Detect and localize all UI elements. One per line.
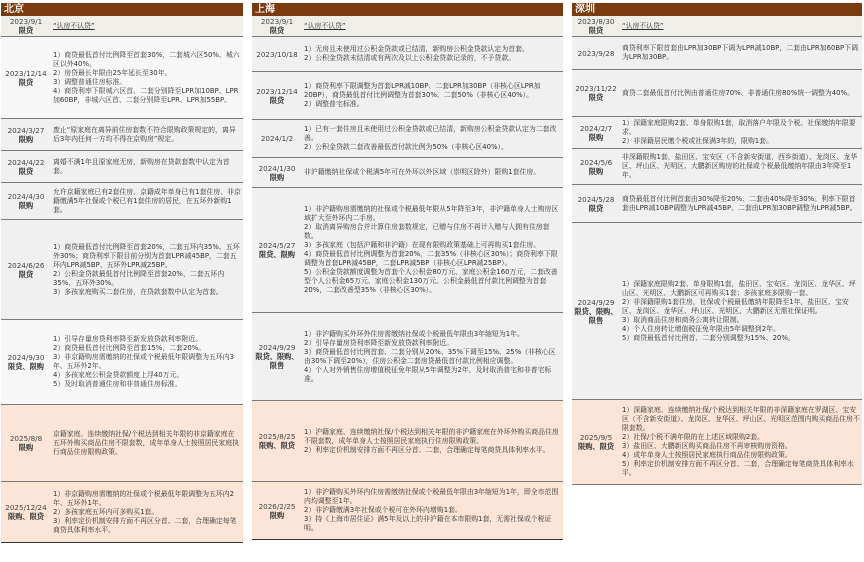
policy-text bbox=[51, 157, 243, 177]
policy-date: 2025/9/5 bbox=[579, 433, 613, 442]
policy-date: 2024/6/26 bbox=[7, 260, 45, 270]
date-cell bbox=[572, 433, 620, 451]
policy-type: 限贷 bbox=[18, 26, 34, 35]
policy-row bbox=[1, 119, 243, 151]
policy-date: 2023/11/22 bbox=[575, 84, 617, 93]
policy-line: 1）已有一套住房且未使用过公积金贷款或已结清，新购房公积金贷款认定为二套改善。 bbox=[304, 125, 557, 142]
policy-date: 2024/2/7 bbox=[579, 123, 613, 133]
policy-line: 2）非深籍限购1套住房，社保或个税最低缴纳年限降至1年，盐田区、宝安区、龙岗区、龙华区、坪山区、光明区、大鹏新区无需社保证明。 bbox=[622, 297, 849, 315]
policy-line: 3）盐田区、大鹏新区购买商品住房不再审核购房资格。 bbox=[622, 442, 792, 450]
policy-date: 2024/5/6 bbox=[579, 157, 613, 167]
city-header-shenzhen: 深圳 bbox=[572, 3, 862, 16]
policy-line: 1）非沪籍购房需缴纳的社保或个税最低年限从5年降至3年，非沪籍单身人士购房区域扩大至外环内二手房。 bbox=[304, 205, 559, 222]
date-cell bbox=[572, 84, 620, 102]
policy-line: 3）多孩家庭购买二套住房，在贷款套数中认定为首套。 bbox=[53, 287, 223, 296]
policy-line: 1）商贷最低首付比例降至首套20%，二套五环内35%、五环外30%；商贷利率下限目前分别为首套LPR减45BP，二套五环内LPR减5BP、五环外LPR减25BP。 bbox=[53, 242, 240, 269]
policy-line: 1）商贷最低首付比例降至首套30%，二套城六区50%、城六区以外40%。 bbox=[53, 50, 240, 68]
policy-text bbox=[51, 429, 243, 458]
date-cell bbox=[252, 343, 302, 370]
policy-row bbox=[572, 185, 862, 223]
policy-text bbox=[51, 187, 243, 216]
policy-date: 2024/1/2 bbox=[260, 134, 294, 143]
policy-date: 2023/9/1 bbox=[9, 17, 43, 26]
policy-line: 商贷二套最低首付比例由普通住房70%、非普通住房80%统一调整为40%。 bbox=[622, 88, 854, 97]
policy-date: 2024/4/30 bbox=[7, 192, 45, 201]
policy-line: 4）成年单身人士按照居民家庭执行商品住房限购政策。 bbox=[622, 451, 792, 459]
policy-text bbox=[302, 204, 563, 296]
policy-line: 废止“原家庭在离异前住房套数不符合限购政策规定的，离异后3年内任何一方均不得在京购房”规定。 bbox=[53, 125, 236, 143]
policy-date: 2023/12/14 bbox=[5, 68, 47, 78]
policy-line: 2）多孩家庭五环内可多购买1套。 bbox=[53, 507, 159, 516]
date-cell bbox=[1, 434, 51, 452]
policy-line: 5）公积金贷款额度调整为首套个人公积金80万元、家庭公积金160万元，二套改善型个人公积金65万元、家庭公积金130万元。公积金最低首付款比例调整为首套20%，二套改善型35%（非核心区30%）。 bbox=[304, 268, 558, 294]
date-cell bbox=[252, 50, 302, 59]
date-cell bbox=[1, 69, 51, 87]
policy-line: 商贷最低首付比例首套由30%降至20%、二套由40%降至30%。利率下限首套由LPR减10BP调整为LPR减45BP、二套由LPR加30BP调整为LPR减5BP。 bbox=[622, 194, 857, 212]
policy-text bbox=[620, 43, 862, 63]
policy-row bbox=[1, 183, 243, 220]
policy-line: 允许京籍家庭已有2套住房、京籍成年单身已有1套住房、非京籍缴满5年社保或个税已有1套住房的居民，在五环外新购1套。 bbox=[53, 187, 241, 214]
policy-line: 1）非沪籍购买外环外住房需缴纳社保或个税最低年限由3年缩短为1年。 bbox=[304, 329, 524, 338]
policy-type: 限购、限贷 bbox=[578, 442, 614, 451]
policy-row bbox=[1, 220, 243, 320]
policy-line: 2）商贷最低首付比例降至首套15%，二套20%。 bbox=[53, 344, 206, 352]
policy-line: 5）利率定价机制安排方面不再区分首、二套，合理确定每笔商贷具体利率水平。 bbox=[622, 460, 854, 477]
policy-date: 2024/1/30 bbox=[258, 163, 296, 173]
policy-row bbox=[572, 223, 862, 400]
policy-type: 限贷 bbox=[269, 26, 285, 35]
policy-row bbox=[252, 188, 563, 313]
policy-type: 限购 bbox=[18, 201, 34, 210]
policy-row bbox=[252, 158, 563, 188]
policy-type: 限贷 bbox=[588, 26, 604, 35]
policy-text bbox=[51, 50, 243, 106]
policy-date: 2024/5/28 bbox=[577, 194, 615, 204]
policy-row bbox=[1, 405, 243, 482]
date-cell bbox=[572, 124, 620, 142]
policy-line: 1）沪籍家庭、连续缴纳社保/个税达到相关年限的非沪籍家庭在外环外购买商品住房不限套数，成年单身人士按照居民家庭执行住房限购政策。 bbox=[304, 427, 559, 445]
policy-date: 2024/5/27 bbox=[258, 241, 296, 250]
policy-line: 1）商贷利率下限调整为首套LPR减10BP、二套LPR加30BP（非核心区LPR加20BP），商贷最低首付比例调整为首套30%、二套50%（非核心区40%）。 bbox=[304, 82, 541, 99]
policy-line: 商贷利率下限首套由LPR加30BP下调为LPR减10BP，二套由LPR加60BP下调为LPR加30BP。 bbox=[622, 44, 858, 61]
policy-text bbox=[302, 329, 563, 385]
policy-row bbox=[252, 16, 563, 37]
policy-line: 3）非京籍购房需缴纳的社保或个税最低年限调整为五环内3年、五环外2年。 bbox=[53, 353, 235, 370]
policy-date: 2024/4/22 bbox=[7, 157, 45, 167]
policy-line: 3）商贷最低首付比例首套、二套分别从20%、35%下调至15%、25%（非核心区由30%下调至20%），住房公积金二套房贷最低首付款比例相应调整。 bbox=[304, 347, 556, 365]
policy-line: 2）房贷最长年限由25年延长至30年。 bbox=[53, 68, 172, 77]
date-cell bbox=[1, 353, 51, 371]
city-header-shanghai: 上海 bbox=[252, 3, 563, 16]
policy-date: 2024/9/29 bbox=[258, 343, 296, 352]
policy-text bbox=[302, 427, 563, 456]
policy-row bbox=[572, 16, 862, 37]
date-cell bbox=[572, 49, 620, 58]
policy-date: 2023/12/14 bbox=[256, 86, 298, 96]
policy-line: 2）利率定价机制安排方面不再区分首、二套，合理确定每笔商贷具体利率水平。 bbox=[304, 445, 550, 454]
policy-row bbox=[252, 482, 563, 540]
policy-line: 2）公积金贷款二套改善最低首付款比例为50%（非核心区40%）。 bbox=[304, 143, 508, 151]
policy-text bbox=[620, 88, 862, 99]
policy-row bbox=[252, 313, 563, 401]
policy-text bbox=[620, 194, 862, 214]
policy-type: 限贷 bbox=[588, 203, 604, 213]
policy-type: 限购 bbox=[269, 172, 285, 182]
beijing-column bbox=[1, 3, 243, 543]
policy-type: 限购 bbox=[588, 166, 604, 176]
policy-line: 4）个人住房转让增值税征免年限由5年调整到2年。 bbox=[622, 324, 780, 333]
policy-line: 1）无房且未使用过公积金贷款或已结清，新购房公积金贷款认定为首套。 bbox=[304, 45, 529, 53]
policy-text bbox=[51, 334, 243, 390]
policy-text bbox=[620, 152, 862, 181]
policy-line: 1）非沪籍购买外环内住房需缴纳社保或个税最低年限由3年缩短为1年，即全市范围内均调整至1年。 bbox=[304, 488, 559, 505]
policy-date: 2023/8/30 bbox=[577, 17, 615, 26]
policy-date: 2024/9/30 bbox=[7, 353, 45, 362]
date-cell bbox=[252, 17, 302, 35]
policy-type: 限贷、限购、限售 bbox=[255, 352, 299, 370]
policy-line: 2）非沪籍缴满3年社保或个税可在外环内增购1套。 bbox=[304, 506, 462, 514]
policy-line: 2）取消离异购房合并计算住房套数规定，已赠与住房不再计入赠与人拥有住房套数。 bbox=[304, 223, 550, 240]
policy-line: 3）取消商品住房和商务公寓转让限制。 bbox=[622, 315, 744, 324]
date-cell bbox=[572, 298, 620, 325]
policy-line: 1）深籍家庭限购2套、单身限购1套，盐田区、宝安区、龙岗区、龙华区、坪山区、光明区、大鹏新区可再购买1套；多孩家庭多限购一套。 bbox=[622, 279, 856, 297]
policy-line: 非深籍限购1套，盐田区、宝安区（不含新安街道、西乡街道）、龙岗区、龙华区、坪山区、光明区、大鹏新区购房的社保或个税最低缴纳年限由3年降至1年。 bbox=[622, 153, 858, 179]
date-cell bbox=[572, 195, 620, 213]
policy-line: 1）深籍家庭限购2套、单身限购1套，取消落户年限及个税、社保缴纳年限要求。 bbox=[622, 119, 856, 136]
policy-row bbox=[1, 151, 243, 183]
policy-line: 4）个人对外销售住房增值税征免年限从5年调整为2年，及时取消普宅和非普宅标准。 bbox=[304, 365, 552, 383]
policy-text bbox=[302, 487, 563, 534]
policy-row bbox=[1, 37, 243, 119]
policy-text bbox=[51, 21, 243, 32]
policy-row bbox=[1, 16, 243, 37]
policy-line: 离婚不满1年且原家庭无房，新购房在贷款套数中认定为首套。 bbox=[53, 157, 230, 175]
policy-line: 4）多孩家庭公积金贷款额度上浮40万元。 bbox=[53, 371, 184, 379]
date-cell bbox=[1, 192, 51, 210]
policy-type: 限购 bbox=[18, 443, 34, 452]
policy-type: 限贷 bbox=[18, 166, 34, 176]
shanghai-column bbox=[252, 3, 563, 540]
city-header-beijing: 北京 bbox=[1, 3, 243, 16]
policy-line: 2）公积金贷款最低首付比例降至首套20%，二套五环内35%、五环外30%。 bbox=[53, 269, 225, 287]
policy-text bbox=[51, 242, 243, 298]
policy-text bbox=[302, 167, 563, 178]
date-cell bbox=[572, 17, 620, 35]
date-cell bbox=[1, 158, 51, 176]
date-cell bbox=[572, 158, 620, 176]
policy-row bbox=[572, 70, 862, 117]
policy-type: 限购 bbox=[18, 134, 34, 144]
policy-line: 5）商贷最低首付比例首、二套分别调整为15%、20%。 bbox=[622, 333, 795, 342]
policy-date: 2025/8/8 bbox=[9, 434, 43, 443]
policy-type: 限贷、限购 bbox=[259, 250, 295, 259]
policy-date: 2025/12/24 bbox=[5, 503, 47, 512]
policy-text bbox=[51, 125, 243, 145]
policy-row bbox=[572, 37, 862, 70]
date-cell bbox=[1, 503, 51, 521]
policy-line: 1）引导存量房贷利率降至新发放贷款利率附近。 bbox=[53, 335, 203, 343]
policy-type: 限购、限贷 bbox=[259, 441, 295, 450]
policy-line: 5）及时取消普通住房和非普通住房标准。 bbox=[53, 380, 182, 388]
policy-date: 2025/8/25 bbox=[258, 432, 296, 441]
policy-type: 限贷 bbox=[18, 77, 34, 87]
policy-text bbox=[302, 81, 563, 110]
policy-text bbox=[620, 21, 862, 32]
date-cell bbox=[1, 126, 51, 144]
date-cell bbox=[1, 17, 51, 35]
policy-line: “认房不认贷” bbox=[622, 21, 664, 30]
date-cell bbox=[252, 164, 302, 182]
policy-date: 2023/9/1 bbox=[260, 17, 294, 26]
date-cell bbox=[252, 432, 302, 450]
policy-line: 2）引导存量房贷利率降至新发放贷款利率附近。 bbox=[304, 338, 454, 347]
policy-row bbox=[1, 482, 243, 543]
policy-type: 限贷 bbox=[269, 95, 285, 105]
policy-text bbox=[620, 279, 862, 344]
date-cell bbox=[252, 241, 302, 259]
date-cell bbox=[252, 134, 302, 143]
policy-text bbox=[620, 405, 862, 479]
policy-text bbox=[620, 118, 862, 147]
policy-line: 4）商贷最低首付比例调整为首套20%，二套35%（非核心区30%）；商贷利率下限调整为首套LPR减45BP，二套LPR减5BP（非核心区LPR减25BP）。 bbox=[304, 250, 558, 267]
date-cell bbox=[1, 261, 51, 279]
date-cell bbox=[252, 87, 302, 105]
policy-type: 限购 bbox=[588, 132, 604, 142]
policy-line: 京籍家庭、连续缴纳社保/个税达到相关年限的非京籍家庭在五环外购买商品住房不限套数，成年单身人士按照居民家庭执行商品住房限购政策。 bbox=[53, 429, 240, 456]
policy-line: 2）公积金贷款未结清或有两次及以上公积金贷款记录的，不予贷款。 bbox=[304, 54, 516, 62]
policy-line: 1）非京籍购房需缴纳的社保或个税最低年限调整为五环内2年、五环外1年。 bbox=[53, 489, 235, 507]
policy-line: 4）商贷利率下限城六区首、二套分别降至LPR加10BP、LPR加60BP，非城六区首、二套分别降至LPR、LPR加55BP。 bbox=[53, 86, 239, 104]
policy-text bbox=[302, 124, 563, 153]
policy-line: “认房不认贷” bbox=[53, 21, 95, 30]
policy-line: “认房不认贷” bbox=[304, 21, 346, 30]
policy-type: 限贷 bbox=[588, 93, 604, 102]
policy-type: 限购、限贷 bbox=[8, 512, 44, 521]
policy-type: 限贷 bbox=[18, 269, 34, 279]
policy-text bbox=[302, 21, 563, 32]
shenzhen-column bbox=[572, 3, 862, 485]
policy-row bbox=[572, 149, 862, 185]
policy-row bbox=[252, 37, 563, 72]
policy-line: 3）利率定价机制安排方面不再区分首、二套，合理确定每笔商贷具体利率水平。 bbox=[53, 516, 237, 534]
policy-line: 1）深籍家庭、连续缴纳社保/个税达到相关年限的非深籍家庭在罗湖区、宝安区（不含新安街道）、龙岗区、龙华区、坪山区、光明区范围内购买商品住房不限套数。 bbox=[622, 406, 860, 432]
policy-line: 2）非深籍居民缴个税或社保满3年的，限购1套。 bbox=[622, 137, 773, 145]
policy-row bbox=[252, 120, 563, 158]
policy-date: 2024/9/29 bbox=[577, 297, 615, 307]
policy-type: 限贷、限购 bbox=[8, 362, 44, 371]
policy-type: 限贷、限购、限售 bbox=[574, 306, 618, 325]
policy-text bbox=[51, 489, 243, 536]
policy-date: 2023/10/18 bbox=[256, 49, 298, 59]
policy-line: 3）调整普通住房标准。 bbox=[53, 77, 127, 86]
policy-row bbox=[1, 320, 243, 405]
date-cell bbox=[252, 502, 302, 520]
policy-line: 非沪籍缴纳社保或个税满5年可在外环以外区域（崇明区除外）限购1套住房。 bbox=[304, 168, 541, 176]
policy-date: 2026/2/25 bbox=[258, 501, 296, 511]
policy-text bbox=[302, 44, 563, 64]
policy-type: 限购 bbox=[269, 510, 285, 520]
policy-line: 2）调整普宅标准。 bbox=[304, 100, 364, 108]
policy-row bbox=[572, 117, 862, 149]
policy-row bbox=[572, 400, 862, 485]
policy-line: 2）社保/个税不满年限的在上述区域限购2套。 bbox=[622, 433, 765, 441]
policy-date: 2024/3/27 bbox=[7, 125, 45, 135]
policy-row bbox=[252, 401, 563, 482]
policy-date: 2023/9/28 bbox=[577, 48, 615, 58]
policy-line: 3）持《上海市居住证》满5年及以上的非沪籍在本市限购1套，无需社保或个税证明。 bbox=[304, 515, 552, 532]
policy-line: 3）多孩家庭（包括沪籍和非沪籍）在现有限购政策基础上可再购买1套住房。 bbox=[304, 241, 541, 249]
policy-row bbox=[252, 72, 563, 120]
